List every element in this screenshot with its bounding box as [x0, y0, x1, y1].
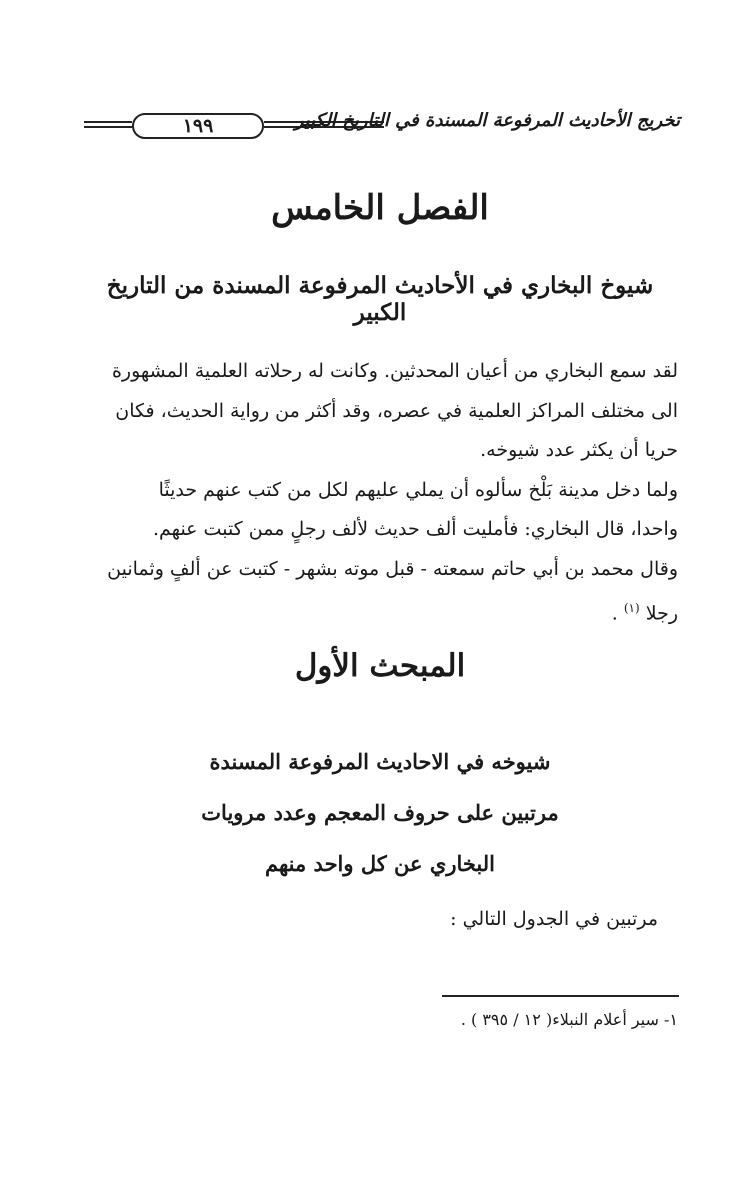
- chapter-subtitle: شيوخ البخاري في الأحاديث المرفوعة المسندة من التاريخ الكبير: [106, 272, 654, 326]
- section-subtitle-line: شيوخه في الاحاديث المرفوعة المسندة: [209, 749, 551, 774]
- period: .: [611, 602, 618, 625]
- body-line-last: [80, 589, 678, 634]
- running-header: [84, 104, 680, 148]
- section-title: المبحث الأول: [294, 648, 466, 684]
- body-line: واحدا، قال البخاري: فأمليت ألف حديث لألف رجلٍ ممن كتبت عنهم.: [153, 518, 678, 540]
- footnote: ١- سير أعلام النبلاء( ١٢ / ٣٩٥ ) .: [460, 1010, 678, 1029]
- section-subtitle: [80, 736, 680, 889]
- body-line: لقد سمع البخاري من أعيان المحدثين. وكانت له رحلاته العلمية المشهورة: [111, 360, 678, 382]
- section-subtitle-line: مرتبين على حروف المعجم وعدد مرويات: [201, 800, 559, 825]
- running-title: تخريج الأحاديث المرفوعة المسندة في التاريخ الكبير: [294, 110, 680, 131]
- footnote-divider: [442, 995, 679, 997]
- body-line: ولما دخل مدينة بَلْخ سألوه أن يملي عليهم لكل من كتب عنهم حديثًا: [158, 478, 678, 501]
- footnote-reference[interactable]: (١): [623, 601, 640, 615]
- header-rule-left-lower: [84, 126, 132, 128]
- header-rule-left: [84, 121, 132, 123]
- body-line: حريا أن يكثر عدد شيوخه.: [480, 439, 678, 461]
- body-paragraphs: [80, 352, 678, 634]
- table-intro: مرتبين في الجدول التالي :: [450, 908, 658, 930]
- chapter-title: الفصل الخامس: [271, 188, 489, 228]
- body-last-word: رجلا: [645, 602, 678, 625]
- page-number: ١٩٩: [132, 113, 264, 139]
- body-line: وقال محمد بن أبي حاتم سمعته - قبل موته بشهر - كتبت عن ألفٍ وثمانين: [107, 557, 678, 580]
- body-line: الى مختلف المراكز العلمية في عصره، وقد أكثر من رواية الحديث، فكان: [115, 399, 678, 422]
- section-subtitle-line: البخاري عن كل واحد منهم: [265, 851, 495, 876]
